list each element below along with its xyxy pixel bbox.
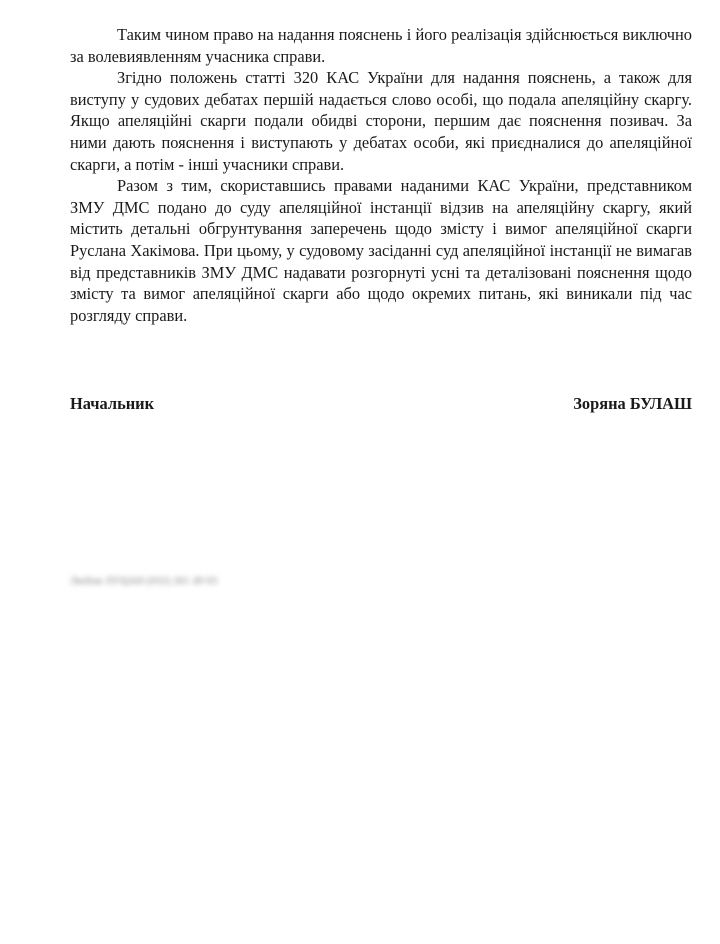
- paragraph-response-filed: Разом з тим, скориставшись правами наданими КАС України, представником ЗМУ ДМС подано до суду апеляційної інстанції відзив на апеляційну скаргу, який містить детальні обгрунтування заперечень щодо змісту і вимог апеляційної скарги Руслана Хакімова. При цьому, у судовому засіданні суд апеляційної інстанції не вимагав від представників ЗМУ ДМС надавати розгорнуті усні та деталізовані пояснення щодо змісту та вимог апеляційної скарги або щодо окремих питань, які виникали під час розгляду справи.: [70, 176, 692, 325]
- signatory-position: Начальник: [70, 394, 155, 413]
- document-body: [70, 24, 692, 326]
- paragraph-article-320: Згідно положень статті 320 КАС України для надання пояснень, а також для виступу у судових дебатах першій надається слово особі, що подала апеляційну скаргу. Якщо апеляційні скарги подали обидві сторони, першим дає пояснення позивач. За ними дають пояснення і виступають у дебатах особи, які приєдналися до апеляційної скарги, а потім - інші учасники справи.: [70, 68, 692, 174]
- executor-contact-note: Любов ЛУЦАН (032) 261 49 03: [70, 575, 218, 587]
- signature-block: [70, 394, 692, 414]
- signatory-name: Зоряна БУЛАШ: [573, 394, 692, 413]
- paragraph-explanations-right: Таким чином право на надання пояснень і його реалізація здійснюється виключно за волевиявленням учасника справи.: [70, 25, 692, 66]
